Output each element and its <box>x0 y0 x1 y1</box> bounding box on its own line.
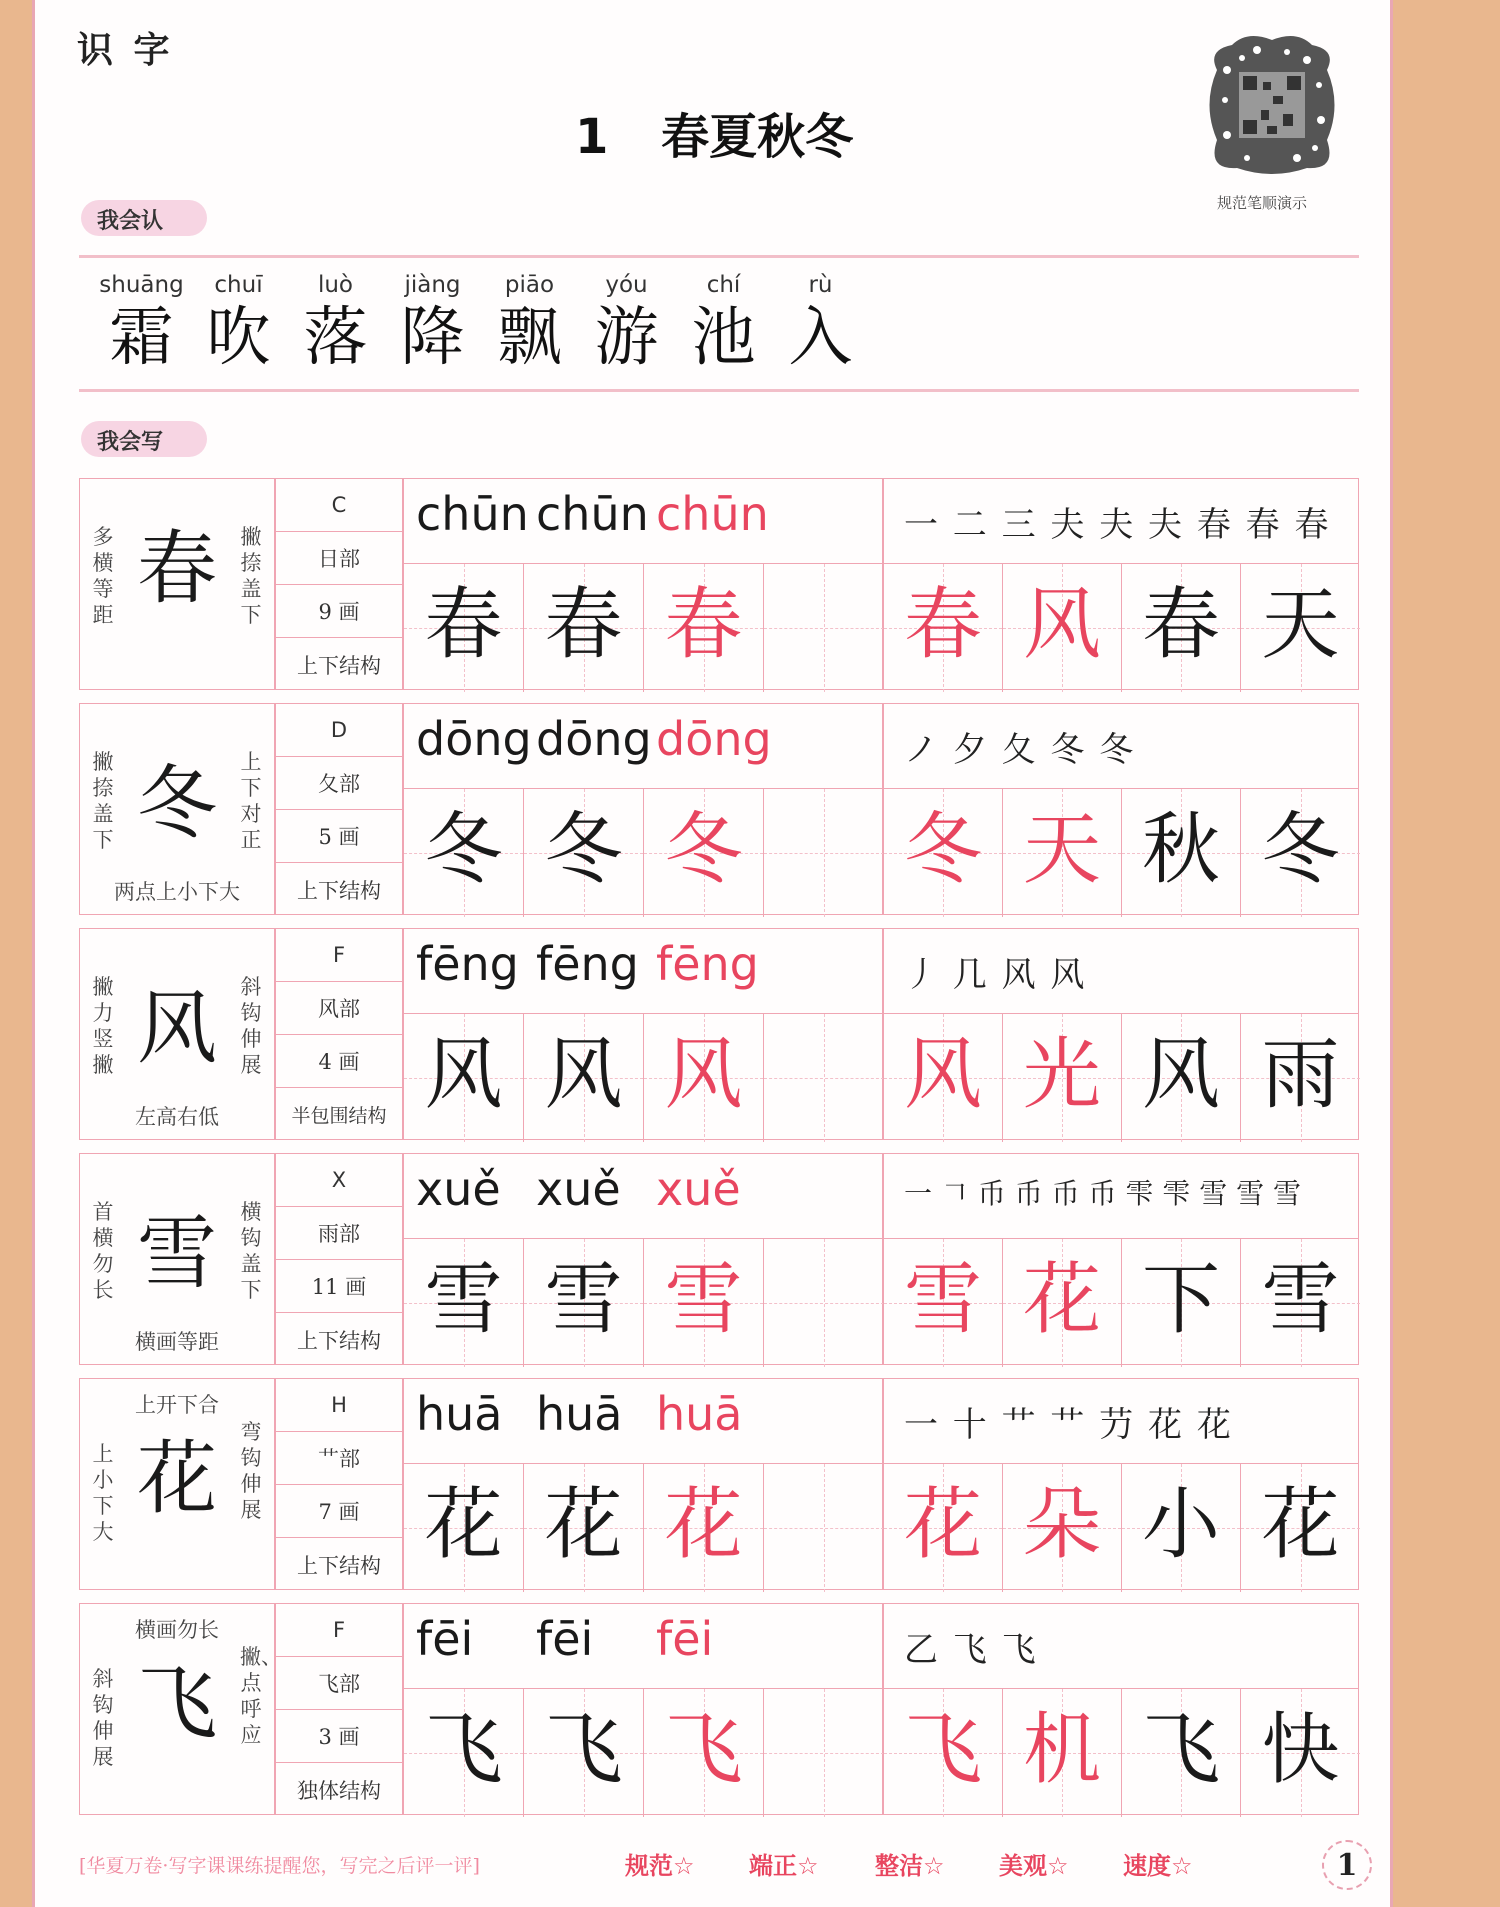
trace-char: 冬 <box>544 805 623 895</box>
pinyin-2: xuě <box>536 1162 621 1216</box>
recognize-char: 池 <box>691 301 756 375</box>
recognize-char: 入 <box>788 301 853 375</box>
write-row-5 <box>79 1378 1359 1593</box>
word-char: 风 <box>903 1030 982 1120</box>
trace-box[interactable] <box>764 789 884 917</box>
info-letter: D <box>276 704 402 757</box>
trace-area <box>403 928 883 1140</box>
recognize-char-item <box>675 268 772 374</box>
pinyin-3: xuě <box>656 1162 741 1216</box>
write-row-2 <box>79 703 1359 918</box>
word-box[interactable] <box>1241 1689 1360 1817</box>
rating-standard[interactable]: 规范☆ <box>625 1852 695 1880</box>
trace-box[interactable] <box>404 789 524 917</box>
word-box[interactable] <box>1122 789 1241 917</box>
char-info-cell <box>275 928 403 1140</box>
trace-char: 雪 <box>544 1255 623 1345</box>
char-info-cell <box>275 703 403 915</box>
word-char: 风 <box>1141 1030 1220 1120</box>
info-structure: 上下结构 <box>297 653 381 678</box>
pinyin-3: chūn <box>656 487 769 541</box>
footer-note: [华夏万卷·写字课课练提醒您，写完之后评一评] <box>79 1855 480 1877</box>
trace-char: 花 <box>424 1480 503 1570</box>
pinyin-2: fēng <box>536 937 639 991</box>
recognize-char-item <box>384 268 481 374</box>
recognize-char-item <box>481 268 578 374</box>
word-char: 花 <box>903 1480 982 1570</box>
pinyin-3: dōng <box>656 712 772 766</box>
info-structure: 上下结构 <box>297 1328 381 1353</box>
stroke-order: 一 十 艹 艹 芀 花 花 <box>904 1405 1233 1445</box>
trace-char: 风 <box>544 1030 623 1120</box>
trace-char: 春 <box>544 580 623 670</box>
pinyin-3: fēng <box>656 937 759 991</box>
info-stroke-count: 5 画 <box>276 810 402 863</box>
word-box[interactable] <box>1122 1689 1241 1817</box>
word-box[interactable] <box>884 564 1003 692</box>
trace-box[interactable] <box>404 564 524 692</box>
word-area <box>883 928 1359 1140</box>
pinyin-1: huā <box>416 1387 503 1441</box>
info-radical: 雨部 <box>276 1207 402 1260</box>
model-char-cell <box>79 478 275 690</box>
workbook-page <box>32 0 1393 1907</box>
word-area <box>883 478 1359 690</box>
recognize-char: 霜 <box>109 301 174 375</box>
trace-area <box>403 478 883 690</box>
char-info-cell <box>275 1378 403 1590</box>
recognize-char-pinyin: chí <box>706 272 741 298</box>
info-structure: 独体结构 <box>297 1778 381 1803</box>
trace-box[interactable] <box>404 1014 524 1142</box>
info-letter: H <box>276 1379 402 1432</box>
model-right-note: 斜钩伸展 <box>240 975 262 1077</box>
word-char: 秋 <box>1141 805 1220 895</box>
trace-char: 飞 <box>544 1705 623 1795</box>
word-area <box>883 1378 1359 1590</box>
trace-char: 花 <box>544 1480 623 1570</box>
model-char: 雪 <box>137 1207 217 1300</box>
word-area <box>883 703 1359 915</box>
word-char: 雨 <box>1261 1030 1340 1120</box>
recognize-char-item <box>93 268 190 374</box>
lesson-number: 1 <box>575 109 609 165</box>
word-box[interactable] <box>884 1239 1003 1367</box>
recognize-char-pinyin: chuī <box>214 272 263 298</box>
recognize-top-rule <box>79 255 1359 258</box>
trace-box[interactable] <box>524 789 644 917</box>
model-char-cell <box>79 1378 275 1590</box>
info-radical: 风部 <box>276 982 402 1035</box>
info-radical: 夂部 <box>276 757 402 810</box>
recognize-char: 吹 <box>206 301 271 375</box>
model-char-cell <box>79 1603 282 1815</box>
qr-code[interactable] <box>1197 30 1347 180</box>
trace-box[interactable] <box>524 1464 644 1592</box>
write-row-6 <box>79 1603 1359 1818</box>
word-box[interactable] <box>884 789 1003 917</box>
trace-char: 风 <box>664 1030 743 1120</box>
model-right-note: 上下对正 <box>240 750 262 852</box>
write-row-3 <box>79 928 1359 1143</box>
model-left-note: 撇捺盖下 <box>92 750 114 852</box>
model-left-note: 首横勿长 <box>92 1200 114 1302</box>
info-letter: C <box>276 479 402 532</box>
trace-area <box>403 1153 883 1365</box>
info-structure: 半包围结构 <box>291 1105 387 1127</box>
pinyin-2: huā <box>536 1387 623 1441</box>
trace-box[interactable] <box>524 564 644 692</box>
model-top-note: 上开下合 <box>135 1393 219 1417</box>
word-box[interactable] <box>1003 1014 1122 1142</box>
recognize-bottom-rule <box>79 389 1359 392</box>
trace-box[interactable] <box>644 1014 764 1142</box>
write-row-1 <box>79 478 1359 693</box>
model-bottom-note: 左高右低 <box>135 1105 219 1129</box>
word-char: 飞 <box>903 1705 982 1795</box>
info-structure: 上下结构 <box>297 878 381 903</box>
info-stroke-count: 9 画 <box>276 585 402 638</box>
recognize-char-item <box>578 268 675 374</box>
trace-box[interactable] <box>644 564 764 692</box>
word-char: 朵 <box>1022 1480 1101 1570</box>
model-right-note: 撇、点呼应 <box>240 1645 282 1747</box>
trace-char: 飞 <box>424 1705 503 1795</box>
word-char: 雪 <box>903 1255 982 1345</box>
trace-box[interactable] <box>404 1689 524 1817</box>
rating-upright[interactable]: 端正☆ <box>749 1852 819 1880</box>
word-char: 光 <box>1022 1030 1101 1120</box>
pinyin-2: chūn <box>536 487 649 541</box>
trace-box[interactable] <box>404 1239 524 1367</box>
trace-char: 春 <box>664 580 743 670</box>
recognize-char-list <box>93 268 953 376</box>
trace-box[interactable] <box>524 1239 644 1367</box>
trace-char: 冬 <box>424 805 503 895</box>
word-char: 天 <box>1261 580 1340 670</box>
pinyin-1: chūn <box>416 487 529 541</box>
word-char: 小 <box>1141 1480 1220 1570</box>
trace-char: 春 <box>424 580 503 670</box>
info-stroke-count: 4 画 <box>276 1035 402 1088</box>
trace-char: 花 <box>664 1480 743 1570</box>
word-box[interactable] <box>1122 564 1241 692</box>
word-box[interactable] <box>884 1014 1003 1142</box>
model-left-note: 多横等距 <box>92 525 114 627</box>
trace-char: 飞 <box>664 1705 743 1795</box>
trace-box[interactable] <box>644 1239 764 1367</box>
trace-char: 雪 <box>664 1255 743 1345</box>
word-char: 飞 <box>1141 1705 1220 1795</box>
model-char-cell <box>79 1153 275 1365</box>
stroke-order: 乙 飞 飞 <box>904 1630 1038 1670</box>
word-box[interactable] <box>1241 1239 1360 1367</box>
word-box[interactable] <box>1003 1464 1122 1592</box>
recognize-char-pinyin: rù <box>808 272 833 298</box>
pinyin-1: dōng <box>416 712 532 766</box>
info-letter: X <box>276 1154 402 1207</box>
recognize-char-pinyin: luò <box>317 272 354 298</box>
model-char: 冬 <box>137 757 217 850</box>
rating-speed[interactable]: 速度☆ <box>1123 1852 1193 1880</box>
word-box[interactable] <box>1241 1464 1360 1592</box>
pinyin-1: fēng <box>416 937 519 991</box>
trace-box[interactable] <box>524 1689 644 1817</box>
rating-beauty[interactable]: 美观☆ <box>999 1852 1069 1880</box>
trace-area <box>403 1603 883 1815</box>
word-char: 花 <box>1022 1255 1101 1345</box>
recognize-char: 游 <box>594 301 659 375</box>
trace-char: 冬 <box>664 805 743 895</box>
char-info-cell <box>275 1603 403 1815</box>
word-box[interactable] <box>1122 1014 1241 1142</box>
rating-neat[interactable]: 整洁☆ <box>875 1852 945 1880</box>
model-char: 飞 <box>137 1657 217 1750</box>
info-stroke-count: 3 画 <box>276 1710 402 1763</box>
model-char: 春 <box>137 522 217 615</box>
info-radical: 日部 <box>276 532 402 585</box>
recognize-char-pinyin: piāo <box>504 272 555 298</box>
pinyin-1: fēi <box>416 1612 474 1666</box>
recognize-label: 我会认 <box>97 208 164 234</box>
word-box[interactable] <box>1003 1239 1122 1367</box>
word-char: 冬 <box>1261 805 1340 895</box>
write-label: 我会写 <box>97 429 164 455</box>
model-left-note: 撇力竖撇 <box>92 975 114 1077</box>
model-bottom-note: 两点上小下大 <box>114 880 240 904</box>
word-box[interactable] <box>1003 789 1122 917</box>
pinyin-3: huā <box>656 1387 743 1441</box>
word-box[interactable] <box>1003 1689 1122 1817</box>
recognize-char: 飘 <box>497 301 562 375</box>
word-box[interactable] <box>1122 1239 1241 1367</box>
page-number-badge <box>1322 1840 1372 1890</box>
trace-char: 雪 <box>424 1255 503 1345</box>
model-right-note: 撇捺盖下 <box>240 525 262 627</box>
char-info-cell <box>275 478 403 690</box>
recognize-char-pinyin: shuāng <box>99 272 184 298</box>
trace-box[interactable] <box>764 1464 884 1592</box>
word-box[interactable] <box>1003 564 1122 692</box>
model-right-note: 横钩盖下 <box>240 1200 262 1302</box>
info-structure: 上下结构 <box>297 1553 381 1578</box>
model-top-note: 横画勿长 <box>135 1618 219 1642</box>
info-stroke-count: 11 画 <box>276 1260 402 1313</box>
info-letter: F <box>276 929 402 982</box>
word-box[interactable] <box>1122 1464 1241 1592</box>
recognize-char-item <box>190 268 287 374</box>
info-stroke-count: 7 画 <box>276 1485 402 1538</box>
trace-box[interactable] <box>524 1014 644 1142</box>
trace-box[interactable] <box>764 1239 884 1367</box>
lesson-title: 春夏秋冬 <box>661 109 854 165</box>
trace-box[interactable] <box>644 789 764 917</box>
pinyin-1: xuě <box>416 1162 501 1216</box>
trace-box[interactable] <box>404 1464 524 1592</box>
word-char: 天 <box>1022 805 1101 895</box>
recognize-char-item <box>772 268 869 374</box>
info-letter: F <box>276 1604 402 1657</box>
model-bottom-note: 横画等距 <box>135 1330 219 1354</box>
stroke-order: 一 𠃍 币 币 币 币 雫 雫 雪 雪 雪 <box>904 1177 1302 1210</box>
word-char: 雪 <box>1261 1255 1340 1345</box>
trace-box[interactable] <box>644 1464 764 1592</box>
pinyin-3: fēi <box>656 1612 714 1666</box>
word-box[interactable] <box>884 1464 1003 1592</box>
recognize-char: 降 <box>400 301 465 375</box>
word-box[interactable] <box>1241 1014 1360 1142</box>
word-char: 快 <box>1261 1705 1340 1795</box>
word-area <box>883 1603 1359 1815</box>
trace-area <box>403 1378 883 1590</box>
word-char: 春 <box>903 580 982 670</box>
pinyin-2: fēi <box>536 1612 594 1666</box>
trace-box[interactable] <box>644 1689 764 1817</box>
qr-caption: 规范笔顺演示 <box>1217 194 1308 212</box>
model-char-cell <box>79 703 275 915</box>
recognize-char-item <box>287 268 384 374</box>
footer-ratings <box>625 1846 1245 1880</box>
model-right-note: 弯钩伸展 <box>240 1420 262 1522</box>
word-char: 花 <box>1261 1480 1340 1570</box>
model-char-cell <box>79 928 275 1140</box>
recognize-char-pinyin: yóu <box>605 272 648 298</box>
stroke-order: 一 二 三 夫 夫 夫 春 春 春 <box>904 505 1331 545</box>
trace-box[interactable] <box>764 1014 884 1142</box>
write-row-4 <box>79 1153 1359 1368</box>
model-left-note: 上小下大 <box>92 1442 114 1544</box>
word-box[interactable] <box>1241 789 1360 917</box>
word-char: 春 <box>1141 580 1220 670</box>
recognize-char-pinyin: jiàng <box>404 272 461 298</box>
word-char: 风 <box>1022 580 1101 670</box>
word-char: 机 <box>1022 1705 1101 1795</box>
char-info-cell <box>275 1153 403 1365</box>
pinyin-2: dōng <box>536 712 652 766</box>
stroke-order: ノ 夕 夂 冬 冬 <box>904 730 1136 770</box>
model-char: 花 <box>137 1432 217 1525</box>
model-char: 风 <box>137 982 217 1075</box>
word-box[interactable] <box>884 1689 1003 1817</box>
stroke-order: 丿 几 风 风 <box>904 955 1087 995</box>
page-number: 1 <box>1336 1847 1358 1883</box>
info-radical: 飞部 <box>276 1657 402 1710</box>
section-label: 识 字 <box>77 29 174 71</box>
qr-code-icon <box>1197 30 1347 180</box>
word-char: 冬 <box>903 805 982 895</box>
lesson-title-group <box>575 98 853 167</box>
trace-box[interactable] <box>764 1689 884 1817</box>
model-left-note: 斜钩伸展 <box>92 1667 114 1769</box>
trace-char: 风 <box>424 1030 503 1120</box>
trace-area <box>403 703 883 915</box>
info-radical: 艹部 <box>276 1432 402 1485</box>
trace-box[interactable] <box>764 564 884 692</box>
word-char: 下 <box>1141 1255 1220 1345</box>
word-box[interactable] <box>1241 564 1360 692</box>
word-area <box>883 1153 1359 1365</box>
recognize-char: 落 <box>303 301 368 375</box>
